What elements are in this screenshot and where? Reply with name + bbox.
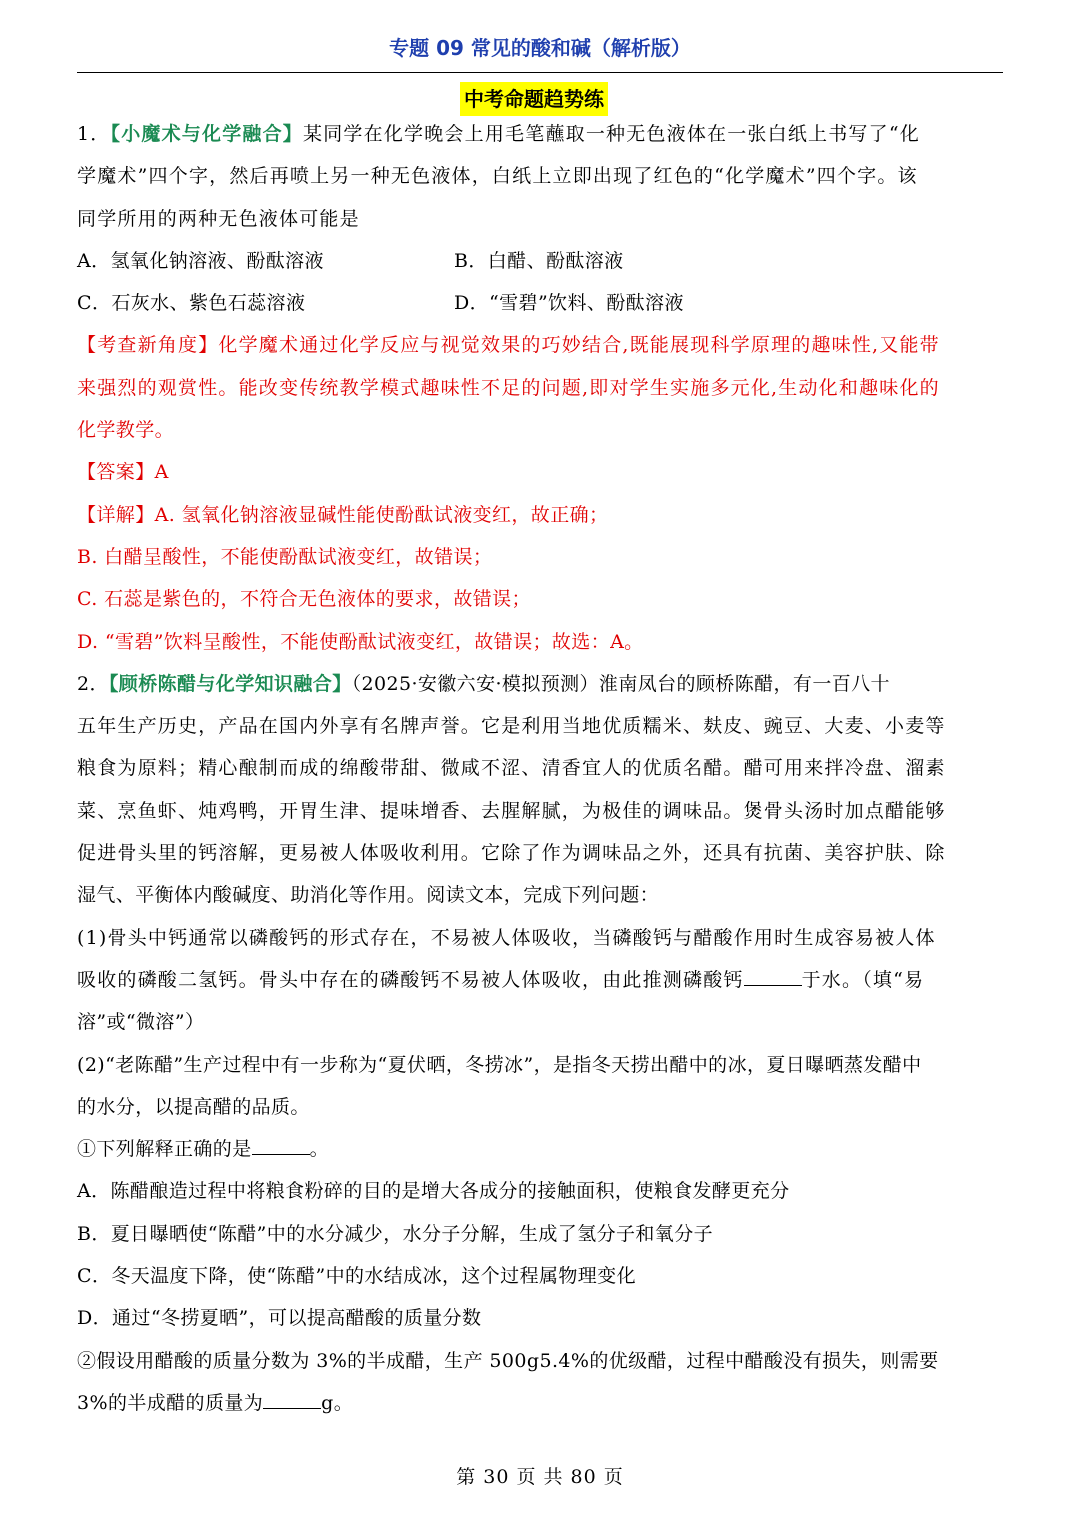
q1-angle-line: 化学教学。 <box>77 419 175 442</box>
q2-part2-text: 。 <box>309 1138 330 1161</box>
q2-part2-subquestion: ②假设用醋酸的质量分数为 3%的半成醋，生产 500g5.4%的优级醋，过程中醋酸没有损失，则需要 <box>77 1349 939 1372</box>
q1-stem-line: 同学所用的两种无色液体可能是 <box>77 207 360 230</box>
q2-stem-line: 五年生产历史，产品在国内外享有名牌声誉。它是利用当地优质糯米、麸皮、豌豆、大麦、小麦等 <box>77 715 946 738</box>
q2-part2-text: ①下列解释正确的是 <box>77 1138 252 1161</box>
q2-part1-line <box>77 959 1003 1001</box>
q2-part1-text: 吸收的磷酸二氢钙。骨头中存在的磷酸钙不易被人体吸收，由此推测磷酸钙 <box>77 968 744 991</box>
q1-option-a: A．氢氧化钠溶液、酚酞溶液 <box>77 249 324 272</box>
q2-tag: 【顾桥陈醋与化学知识融合】 <box>108 672 352 695</box>
answer-blank <box>263 1390 321 1409</box>
q1-answer: 【答案】A <box>77 461 169 484</box>
page-header-title: 专题 09 常见的酸和碱（解析版） <box>389 36 691 60</box>
document-body <box>77 113 1003 1424</box>
q1-options-row <box>77 240 1003 282</box>
q1-detail-line: 【详解】A. 氢氧化钠溶液显碱性能使酚酞试液变红，故正确； <box>77 503 609 526</box>
q2-stem-line: 菜、烹鱼虾、炖鸡鸭，开胃生津、提味增香、去腥解腻，为极佳的调味品。煲骨头汤时加点醋能够 <box>77 799 946 822</box>
q1-option-d: D．“雪碧”饮料、酚酞溶液 <box>454 292 684 315</box>
q2-option-c: C．冬天温度下降，使“陈醋”中的水结成冰，这个过程属物理变化 <box>77 1265 636 1288</box>
q1-angle-line: 来强烈的观赏性。能改变传统教学模式趣味性不足的问题,即对学生实施多元化,生动化和趣味化的 <box>77 376 940 399</box>
q1-detail-line: B. 白醋呈酸性，不能使酚酞试液变红，故错误； <box>77 545 493 568</box>
answer-blank <box>744 967 802 986</box>
q1-options-row <box>77 282 1003 324</box>
q1-option-b: B．白醋、酚酞溶液 <box>454 249 624 272</box>
page-number-footer: 第 30 页 共 80 页 <box>456 1466 624 1488</box>
header-divider <box>77 72 1003 73</box>
q1-stem-line <box>77 113 1003 155</box>
q2-part1-line: (1)骨头中钙通常以磷酸钙的形式存在，不易被人体吸收，当磷酸钙与醋酸作用时生成容易被人体 <box>77 926 936 949</box>
q1-angle-line: 【考查新角度】化学魔术通过化学反应与视觉效果的巧妙结合,既能展现科学原理的趣味性,又能带 <box>77 334 940 357</box>
q2-part1-text: 于水。（填“易 <box>801 968 925 991</box>
q1-stem-line: 学魔术”四个字，然后再喷上另一种无色液体，白纸上立即出现了红色的“化学魔术”四个字。该 <box>77 165 918 188</box>
q2-part2-line: 的水分，以提高醋的品质。 <box>77 1095 310 1118</box>
q2-part1-line: 溶”或“微溶”） <box>77 1011 205 1034</box>
q1-number: 1． <box>77 123 111 145</box>
q2-part2-text: 3%的半成醋的质量为 <box>77 1391 264 1414</box>
q2-option-a: A．陈醋酿造过程中将粮食粉碎的目的是增大各成分的接触面积，使粮食发酵更充分 <box>77 1180 790 1203</box>
q1-detail-line: C. 石蕊是紫色的，不符合无色液体的要求，故错误； <box>77 588 531 611</box>
q2-part2-line: (2)“老陈醋”生产过程中有一步称为“夏伏晒，冬捞冰”，是指冬天捞出醋中的冰，夏日曝晒蒸发醋中 <box>77 1053 922 1076</box>
q2-number: 2． <box>77 672 109 695</box>
answer-blank <box>252 1136 310 1155</box>
q1-stem-text: 某同学在化学晚会上用毛笔蘸取一种无色液体在一张白纸上书写了“化 <box>303 123 920 145</box>
q2-stem-text: （2025·安徽六安·模拟预测）淮南凤台的顾桥陈醋，有一百八十 <box>351 672 890 695</box>
q2-part2-subquestion <box>77 1382 1003 1424</box>
q1-tag: 【小魔术与化学融合】 <box>110 123 304 145</box>
q1-detail-line: D. “雪碧”饮料呈酸性，不能使酚酞试液变红，故错误；故选：A。 <box>77 630 644 653</box>
q2-part2-question <box>77 1128 1003 1170</box>
q1-option-c: C．石灰水、紫色石蕊溶液 <box>77 292 306 315</box>
q2-stem-line: 粮食为原料；精心酿制而成的绵酸带甜、微咸不涩、清香宜人的优质名醋。醋可用来拌冷盘、溜素 <box>77 757 946 780</box>
q2-stem-line <box>77 663 1003 705</box>
q2-option-d: D．通过“冬捞夏晒”，可以提高醋酸的质量分数 <box>77 1307 482 1330</box>
q2-stem-line: 促进骨头里的钙溶解，更易被人体吸收利用。它除了作为调味品之外，还具有抗菌、美容护肤、除 <box>77 842 946 865</box>
q2-stem-line: 湿气、平衡体内酸碱度、助消化等作用。阅读文本，完成下列问题： <box>77 884 660 907</box>
q2-part2-text: g。 <box>321 1391 354 1414</box>
section-title: 中考命题趋势练 <box>460 82 608 116</box>
q2-option-b: B．夏日曝晒使“陈醋”中的水分减少，水分子分解，生成了氢分子和氧分子 <box>77 1222 713 1245</box>
